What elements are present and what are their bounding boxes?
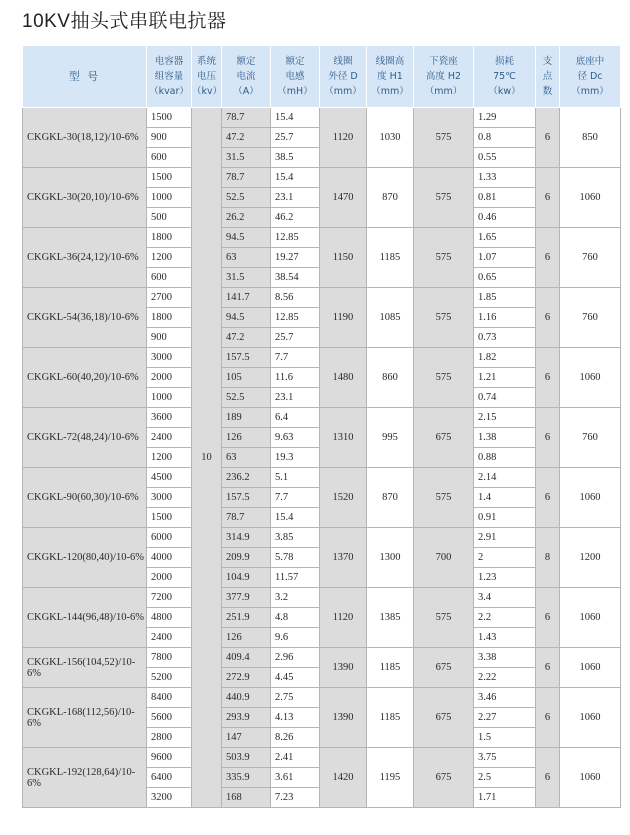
inductance-cell: 11.6 <box>271 368 320 388</box>
current-cell: 335.9 <box>222 768 271 788</box>
inductance-cell: 3.2 <box>271 588 320 608</box>
loss-cell: 3.38 <box>474 648 536 668</box>
loss-cell: 1.65 <box>474 228 536 248</box>
loss-cell: 2.91 <box>474 528 536 548</box>
support-points-cell: 6 <box>536 748 560 808</box>
loss-cell: 1.5 <box>474 728 536 748</box>
support-points-cell: 6 <box>536 688 560 748</box>
coil-height-cell: 870 <box>367 468 414 528</box>
table-row <box>23 748 621 768</box>
inductance-cell: 3.61 <box>271 768 320 788</box>
header-coil-diameter: 线圈 外径 D （mm） <box>320 46 367 108</box>
coil-diameter-cell: 1150 <box>320 228 367 288</box>
base-diameter-cell: 1060 <box>560 648 621 688</box>
insulator-height-cell: 575 <box>414 168 474 228</box>
base-diameter-cell: 1060 <box>560 748 621 808</box>
model-cell: CKGKL-54(36,18)/10-6% <box>23 288 147 348</box>
loss-cell: 0.46 <box>474 208 536 228</box>
header-capacity: 电容器 组容量 （kvar） <box>147 46 192 108</box>
table-row <box>23 588 621 608</box>
support-points-cell: 6 <box>536 648 560 688</box>
base-diameter-cell: 1060 <box>560 468 621 528</box>
loss-cell: 2.2 <box>474 608 536 628</box>
inductance-cell: 19.3 <box>271 448 320 468</box>
capacity-cell: 1200 <box>147 248 192 268</box>
model-cell: CKGKL-168(112,56)/10-6% <box>23 688 147 748</box>
loss-cell: 1.85 <box>474 288 536 308</box>
inductance-cell: 8.26 <box>271 728 320 748</box>
table-row <box>23 168 621 188</box>
insulator-height-cell: 575 <box>414 108 474 168</box>
current-cell: 94.5 <box>222 308 271 328</box>
capacity-cell: 3200 <box>147 788 192 808</box>
current-cell: 52.5 <box>222 388 271 408</box>
current-cell: 78.7 <box>222 508 271 528</box>
inductance-cell: 12.85 <box>271 228 320 248</box>
capacity-cell: 1500 <box>147 108 192 128</box>
current-cell: 52.5 <box>222 188 271 208</box>
loss-cell: 0.88 <box>474 448 536 468</box>
current-cell: 63 <box>222 448 271 468</box>
support-points-cell: 6 <box>536 228 560 288</box>
capacity-cell: 7800 <box>147 648 192 668</box>
support-points-cell: 6 <box>536 288 560 348</box>
capacity-cell: 2400 <box>147 428 192 448</box>
capacity-cell: 2000 <box>147 368 192 388</box>
capacity-cell: 600 <box>147 268 192 288</box>
loss-cell: 2.15 <box>474 408 536 428</box>
model-cell: CKGKL-192(128,64)/10-6% <box>23 748 147 808</box>
support-points-cell: 6 <box>536 168 560 228</box>
inductance-cell: 23.1 <box>271 388 320 408</box>
coil-height-cell: 1300 <box>367 528 414 588</box>
current-cell: 47.2 <box>222 128 271 148</box>
coil-height-cell: 1030 <box>367 108 414 168</box>
insulator-height-cell: 575 <box>414 288 474 348</box>
inductance-cell: 38.5 <box>271 148 320 168</box>
table-row <box>23 648 621 668</box>
current-cell: 78.7 <box>222 168 271 188</box>
current-cell: 377.9 <box>222 588 271 608</box>
current-cell: 105 <box>222 368 271 388</box>
coil-height-cell: 870 <box>367 168 414 228</box>
inductance-cell: 19.27 <box>271 248 320 268</box>
inductance-cell: 7.23 <box>271 788 320 808</box>
coil-diameter-cell: 1520 <box>320 468 367 528</box>
spec-table-body <box>23 108 621 808</box>
coil-height-cell: 1385 <box>367 588 414 648</box>
current-cell: 147 <box>222 728 271 748</box>
current-cell: 104.9 <box>222 568 271 588</box>
model-cell: CKGKL-90(60,30)/10-6% <box>23 468 147 528</box>
loss-cell: 1.38 <box>474 428 536 448</box>
coil-height-cell: 995 <box>367 408 414 468</box>
capacity-cell: 2400 <box>147 628 192 648</box>
capacity-cell: 1000 <box>147 188 192 208</box>
loss-cell: 3.4 <box>474 588 536 608</box>
inductance-cell: 7.7 <box>271 348 320 368</box>
capacity-cell: 4500 <box>147 468 192 488</box>
inductance-cell: 15.4 <box>271 168 320 188</box>
loss-cell: 2.27 <box>474 708 536 728</box>
coil-diameter-cell: 1310 <box>320 408 367 468</box>
base-diameter-cell: 1060 <box>560 688 621 748</box>
inductance-cell: 5.1 <box>271 468 320 488</box>
capacity-cell: 900 <box>147 328 192 348</box>
header-support-points: 支 点 数 <box>536 46 560 108</box>
model-cell: CKGKL-144(96,48)/10-6% <box>23 588 147 648</box>
base-diameter-cell: 1060 <box>560 168 621 228</box>
coil-diameter-cell: 1470 <box>320 168 367 228</box>
loss-cell: 1.71 <box>474 788 536 808</box>
insulator-height-cell: 675 <box>414 688 474 748</box>
coil-height-cell: 1195 <box>367 748 414 808</box>
capacity-cell: 7200 <box>147 588 192 608</box>
inductance-cell: 6.4 <box>271 408 320 428</box>
loss-cell: 2.22 <box>474 668 536 688</box>
current-cell: 209.9 <box>222 548 271 568</box>
insulator-height-cell: 575 <box>414 348 474 408</box>
capacity-cell: 3600 <box>147 408 192 428</box>
loss-cell: 0.55 <box>474 148 536 168</box>
capacity-cell: 500 <box>147 208 192 228</box>
table-row <box>23 408 621 428</box>
capacity-cell: 9600 <box>147 748 192 768</box>
insulator-height-cell: 675 <box>414 408 474 468</box>
current-cell: 503.9 <box>222 748 271 768</box>
current-cell: 126 <box>222 428 271 448</box>
inductance-cell: 46.2 <box>271 208 320 228</box>
loss-cell: 1.29 <box>474 108 536 128</box>
capacity-cell: 5200 <box>147 668 192 688</box>
header-loss: 损耗 75℃ （kw） <box>474 46 536 108</box>
current-cell: 236.2 <box>222 468 271 488</box>
capacity-cell: 4000 <box>147 548 192 568</box>
insulator-height-cell: 675 <box>414 648 474 688</box>
capacity-cell: 1500 <box>147 168 192 188</box>
system-voltage-cell: 10 <box>192 108 222 808</box>
inductance-cell: 4.45 <box>271 668 320 688</box>
capacity-cell: 1200 <box>147 448 192 468</box>
capacity-cell: 4800 <box>147 608 192 628</box>
base-diameter-cell: 1200 <box>560 528 621 588</box>
loss-cell: 0.74 <box>474 388 536 408</box>
inductance-cell: 25.7 <box>271 328 320 348</box>
loss-cell: 2.14 <box>474 468 536 488</box>
current-cell: 126 <box>222 628 271 648</box>
coil-diameter-cell: 1480 <box>320 348 367 408</box>
current-cell: 26.2 <box>222 208 271 228</box>
loss-cell: 2.5 <box>474 768 536 788</box>
inductance-cell: 15.4 <box>271 108 320 128</box>
loss-cell: 2 <box>474 548 536 568</box>
inductance-cell: 2.41 <box>271 748 320 768</box>
inductance-cell: 12.85 <box>271 308 320 328</box>
model-cell: CKGKL-120(80,40)/10-6% <box>23 528 147 588</box>
loss-cell: 1.33 <box>474 168 536 188</box>
current-cell: 47.2 <box>222 328 271 348</box>
current-cell: 293.9 <box>222 708 271 728</box>
capacity-cell: 1500 <box>147 508 192 528</box>
base-diameter-cell: 1060 <box>560 348 621 408</box>
inductance-cell: 2.75 <box>271 688 320 708</box>
table-row <box>23 468 621 488</box>
page-title: 10KV抽头式串联电抗器 <box>22 11 227 32</box>
loss-cell: 1.16 <box>474 308 536 328</box>
coil-diameter-cell: 1420 <box>320 748 367 808</box>
support-points-cell: 6 <box>536 588 560 648</box>
capacity-cell: 2800 <box>147 728 192 748</box>
coil-height-cell: 1185 <box>367 228 414 288</box>
current-cell: 272.9 <box>222 668 271 688</box>
current-cell: 31.5 <box>222 268 271 288</box>
base-diameter-cell: 1060 <box>560 588 621 648</box>
model-cell: CKGKL-60(40,20)/10-6% <box>23 348 147 408</box>
support-points-cell: 6 <box>536 108 560 168</box>
inductance-cell: 9.6 <box>271 628 320 648</box>
loss-cell: 3.75 <box>474 748 536 768</box>
capacity-cell: 3000 <box>147 488 192 508</box>
loss-cell: 3.46 <box>474 688 536 708</box>
coil-height-cell: 1185 <box>367 648 414 688</box>
inductance-cell: 4.8 <box>271 608 320 628</box>
header-inductance: 额定 电感 （mH） <box>271 46 320 108</box>
capacity-cell: 600 <box>147 148 192 168</box>
capacity-cell: 3000 <box>147 348 192 368</box>
model-cell: CKGKL-72(48,24)/10-6% <box>23 408 147 468</box>
inductance-cell: 4.13 <box>271 708 320 728</box>
inductance-cell: 15.4 <box>271 508 320 528</box>
current-cell: 168 <box>222 788 271 808</box>
coil-diameter-cell: 1120 <box>320 108 367 168</box>
current-cell: 141.7 <box>222 288 271 308</box>
support-points-cell: 6 <box>536 408 560 468</box>
header-model: 型 号 <box>23 46 147 108</box>
support-points-cell: 8 <box>536 528 560 588</box>
model-cell: CKGKL-30(20,10)/10-6% <box>23 168 147 228</box>
model-cell: CKGKL-156(104,52)/10-6% <box>23 648 147 688</box>
table-row <box>23 108 621 128</box>
capacity-cell: 1800 <box>147 228 192 248</box>
header-coil-height: 线圈高 度 H1 （mm） <box>367 46 414 108</box>
loss-cell: 0.73 <box>474 328 536 348</box>
coil-diameter-cell: 1190 <box>320 288 367 348</box>
capacity-cell: 1000 <box>147 388 192 408</box>
header-row <box>23 46 621 108</box>
header-current: 额定 电流 （A） <box>222 46 271 108</box>
loss-cell: 1.82 <box>474 348 536 368</box>
capacity-cell: 6400 <box>147 768 192 788</box>
inductance-cell: 2.96 <box>271 648 320 668</box>
base-diameter-cell: 850 <box>560 108 621 168</box>
capacity-cell: 1800 <box>147 308 192 328</box>
inductance-cell: 9.63 <box>271 428 320 448</box>
base-diameter-cell: 760 <box>560 288 621 348</box>
loss-cell: 1.23 <box>474 568 536 588</box>
model-cell: CKGKL-36(24,12)/10-6% <box>23 228 147 288</box>
table-row <box>23 228 621 248</box>
inductance-cell: 38.54 <box>271 268 320 288</box>
current-cell: 31.5 <box>222 148 271 168</box>
capacity-cell: 8400 <box>147 688 192 708</box>
header-base-diameter: 底座中 径 Dc （mm） <box>560 46 621 108</box>
loss-cell: 1.43 <box>474 628 536 648</box>
coil-height-cell: 860 <box>367 348 414 408</box>
coil-diameter-cell: 1390 <box>320 648 367 688</box>
base-diameter-cell: 760 <box>560 408 621 468</box>
loss-cell: 0.81 <box>474 188 536 208</box>
insulator-height-cell: 575 <box>414 228 474 288</box>
current-cell: 251.9 <box>222 608 271 628</box>
coil-diameter-cell: 1120 <box>320 588 367 648</box>
support-points-cell: 6 <box>536 348 560 408</box>
insulator-height-cell: 700 <box>414 528 474 588</box>
spec-table <box>22 45 621 808</box>
inductance-cell: 23.1 <box>271 188 320 208</box>
current-cell: 409.4 <box>222 648 271 668</box>
current-cell: 94.5 <box>222 228 271 248</box>
loss-cell: 0.91 <box>474 508 536 528</box>
capacity-cell: 6000 <box>147 528 192 548</box>
inductance-cell: 3.85 <box>271 528 320 548</box>
coil-diameter-cell: 1390 <box>320 688 367 748</box>
loss-cell: 0.65 <box>474 268 536 288</box>
coil-diameter-cell: 1370 <box>320 528 367 588</box>
inductance-cell: 5.78 <box>271 548 320 568</box>
table-row <box>23 348 621 368</box>
capacity-cell: 2700 <box>147 288 192 308</box>
table-row <box>23 288 621 308</box>
table-row <box>23 528 621 548</box>
current-cell: 157.5 <box>222 488 271 508</box>
coil-height-cell: 1085 <box>367 288 414 348</box>
capacity-cell: 2000 <box>147 568 192 588</box>
header-insulator-height: 下瓷座 高度 H2 （mm） <box>414 46 474 108</box>
inductance-cell: 25.7 <box>271 128 320 148</box>
inductance-cell: 8.56 <box>271 288 320 308</box>
support-points-cell: 6 <box>536 468 560 528</box>
current-cell: 63 <box>222 248 271 268</box>
current-cell: 78.7 <box>222 108 271 128</box>
insulator-height-cell: 675 <box>414 748 474 808</box>
loss-cell: 1.21 <box>474 368 536 388</box>
coil-height-cell: 1185 <box>367 688 414 748</box>
insulator-height-cell: 575 <box>414 588 474 648</box>
capacity-cell: 5600 <box>147 708 192 728</box>
header-voltage: 系统 电压 （kv） <box>192 46 222 108</box>
current-cell: 440.9 <box>222 688 271 708</box>
current-cell: 189 <box>222 408 271 428</box>
base-diameter-cell: 760 <box>560 228 621 288</box>
loss-cell: 1.07 <box>474 248 536 268</box>
insulator-height-cell: 575 <box>414 468 474 528</box>
model-cell: CKGKL-30(18,12)/10-6% <box>23 108 147 168</box>
loss-cell: 1.4 <box>474 488 536 508</box>
loss-cell: 0.8 <box>474 128 536 148</box>
current-cell: 314.9 <box>222 528 271 548</box>
inductance-cell: 7.7 <box>271 488 320 508</box>
table-row <box>23 688 621 708</box>
capacity-cell: 900 <box>147 128 192 148</box>
current-cell: 157.5 <box>222 348 271 368</box>
inductance-cell: 11.57 <box>271 568 320 588</box>
